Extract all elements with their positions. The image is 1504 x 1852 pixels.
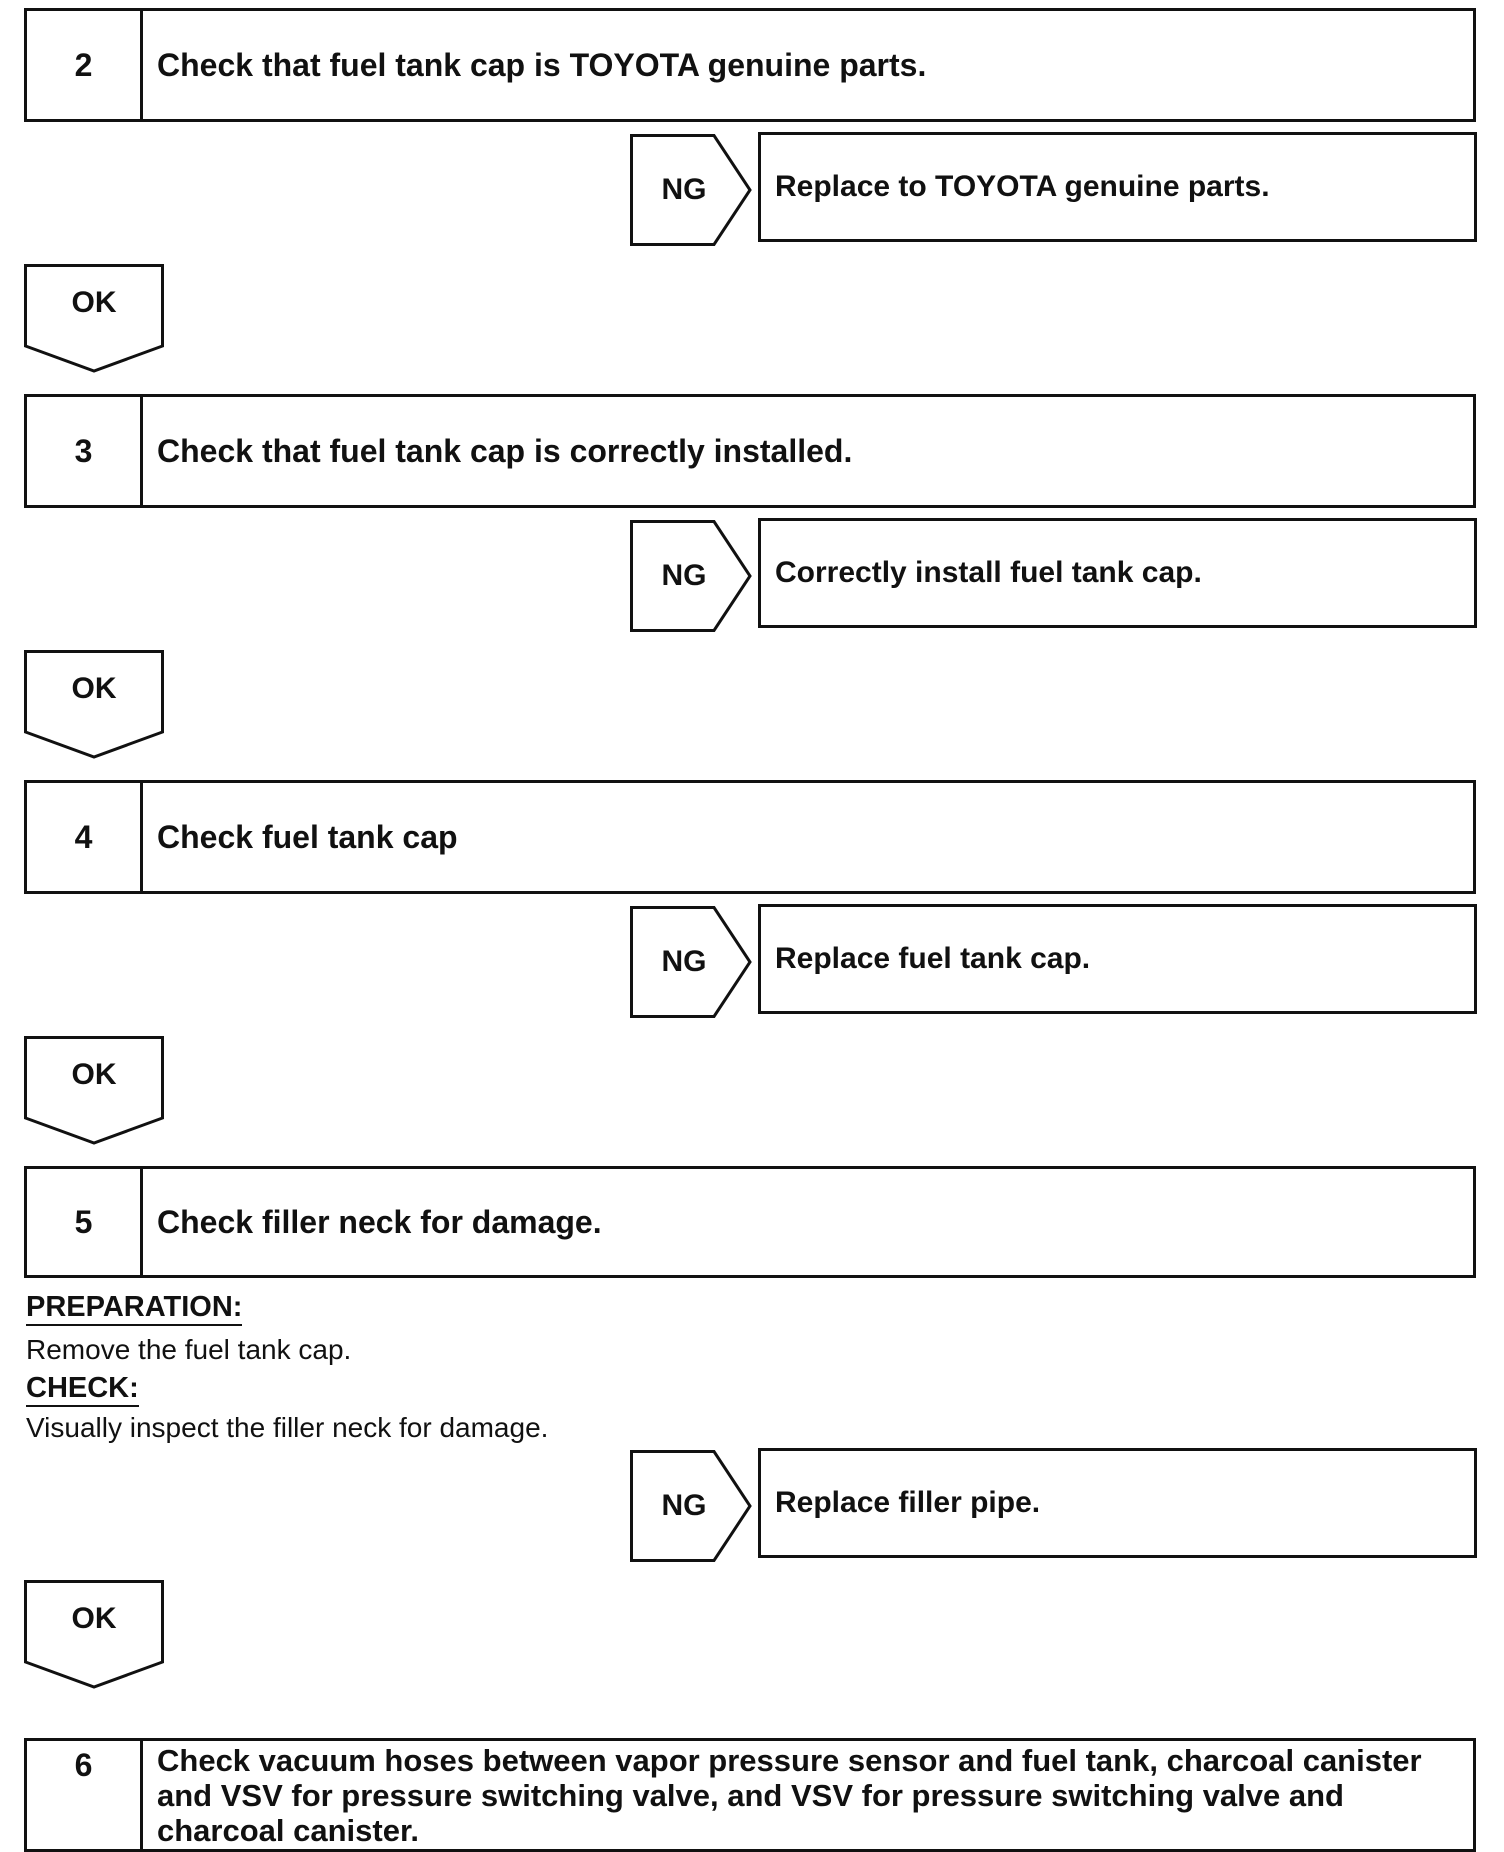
ng-label: NG	[661, 559, 707, 592]
ng-arrow	[630, 1450, 754, 1562]
step-number: 6	[27, 1741, 143, 1849]
ng-arrow	[630, 520, 754, 632]
ng-label: NG	[661, 1489, 707, 1522]
ng-action-box: Correctly install fuel tank cap.	[758, 518, 1477, 628]
preparation-text: Remove the fuel tank cap.	[26, 1334, 352, 1365]
ok-label: OK	[71, 672, 117, 705]
ng-action-box: Replace fuel tank cap.	[758, 904, 1477, 1014]
step-title: Check fuel tank cap	[157, 818, 458, 855]
step-title: Check vacuum hoses between vapor pressure sensor and fuel tank, charcoal canister and VSV for pressure switching valve, and VSV for pressure switching valve and charcoal canister.	[157, 1743, 1422, 1848]
ng-arrow	[630, 906, 754, 1018]
ng-label: NG	[661, 173, 707, 206]
step-title: Check that fuel tank cap is TOYOTA genuine parts.	[157, 46, 927, 83]
ng-arrow	[630, 134, 754, 246]
ok-label: OK	[71, 286, 117, 319]
ok-arrow	[24, 650, 164, 760]
preparation-heading: PREPARATION:	[26, 1290, 242, 1326]
step-3-box	[24, 394, 1476, 508]
step-title: Check that fuel tank cap is correctly installed.	[157, 432, 853, 469]
ng-action-box: Replace filler pipe.	[758, 1448, 1477, 1558]
step-4-box	[24, 780, 1476, 894]
ok-label: OK	[71, 1058, 117, 1091]
check-heading: CHECK:	[26, 1371, 139, 1407]
ok-arrow	[24, 1580, 164, 1690]
step-number: 2	[27, 11, 143, 119]
step-2-box	[24, 8, 1476, 122]
step-title: Check filler neck for damage.	[157, 1203, 602, 1240]
ok-arrow	[24, 1036, 164, 1146]
step-6-box	[24, 1738, 1476, 1852]
step-number: 3	[27, 397, 143, 505]
check-text: Visually inspect the filler neck for damage.	[26, 1412, 549, 1443]
step-number: 5	[27, 1169, 143, 1275]
step-number: 4	[27, 783, 143, 891]
ng-label: NG	[661, 945, 707, 978]
ok-label: OK	[71, 1602, 117, 1635]
step-5-box	[24, 1166, 1476, 1278]
ok-arrow	[24, 264, 164, 374]
ng-action-box: Replace to TOYOTA genuine parts.	[758, 132, 1477, 242]
